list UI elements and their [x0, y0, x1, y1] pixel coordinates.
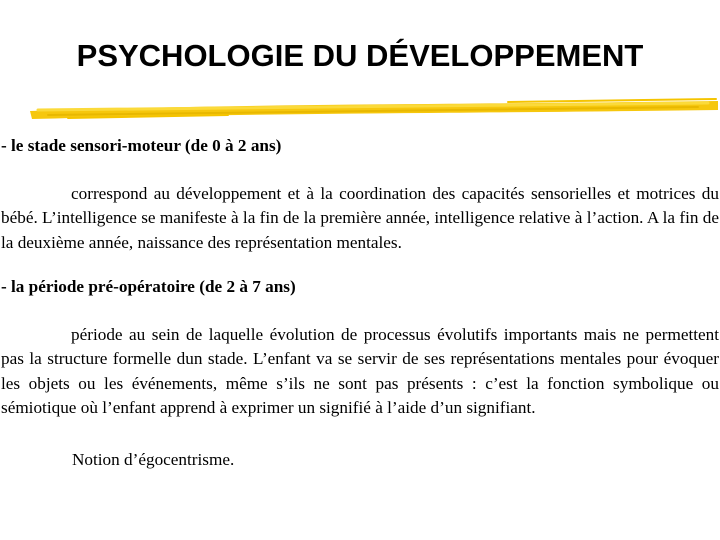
- egocentrisme-note: Notion d’égocentrisme.: [72, 449, 235, 469]
- section-text-pre-operatoire: période au sein de laquelle évolution de processus évolutifs importants mais ne permettent pas la structure formelle dun stade. L’enfant va se servir de ses représentations mentales pour évoquer les objets ou les événements, même s’ils ne sont pas présents : c’est la fonction symbolique ou sémiotique où l’enfant apprend à exprimer un signifié à l’aide d’un signifiant.: [1, 324, 719, 417]
- slide-title: PSYCHOLOGIE DU DÉVELOPPEMENT: [76, 38, 644, 73]
- slide-body: [1, 134, 719, 472]
- section-heading-pre-operatoire: - la période pré-opératoire (de 2 à 7 ans): [1, 277, 296, 296]
- section-text-sensori-moteur: correspond au développement et à la coordination des capacités sensorielles et motrices du bébé. L’intelligence se manifeste à la fin de la première année, intelligence relative à l’action. A la fin de la deuxième année, naissance des représentation mentales.: [1, 183, 719, 252]
- section-heading-sensori-moteur: - le stade sensori-moteur (de 0 à 2 ans): [1, 136, 282, 155]
- title-underline-decoration: [28, 96, 720, 122]
